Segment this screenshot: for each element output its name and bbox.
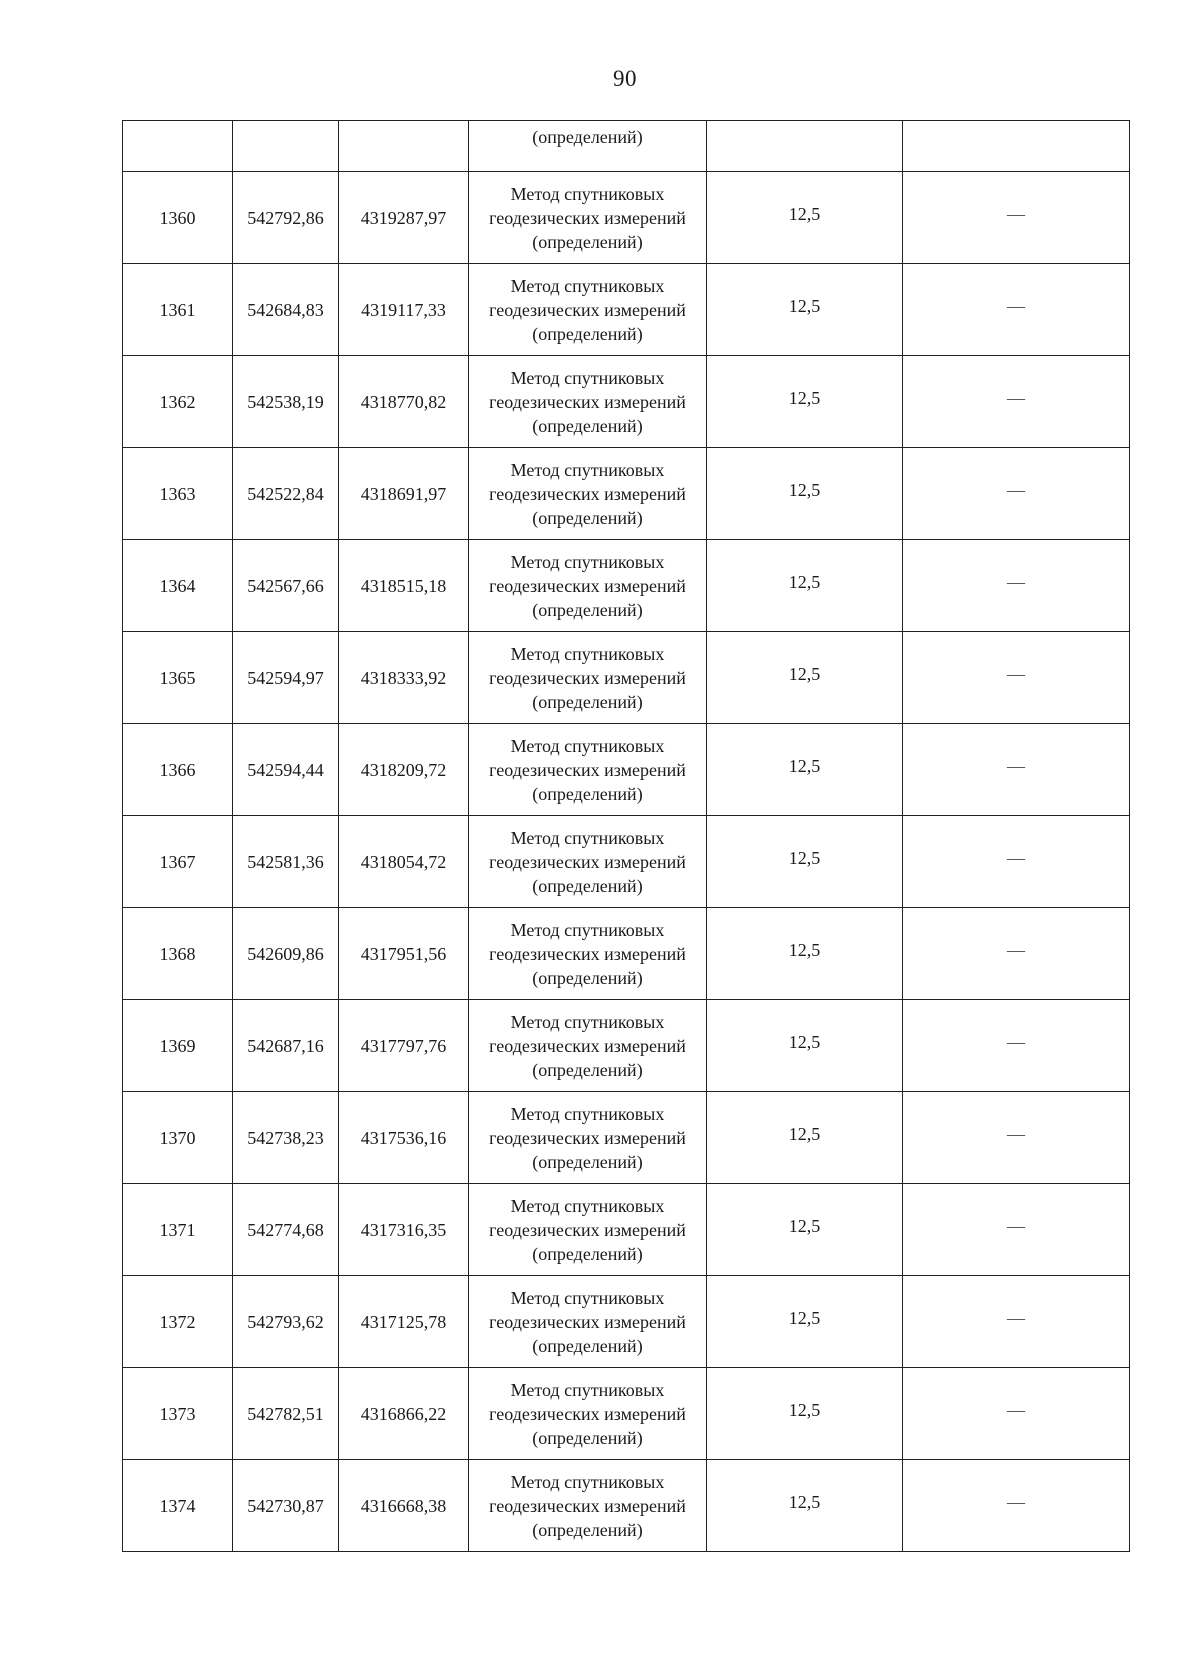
table-row <box>123 356 1130 448</box>
note-dash: — <box>1007 755 1025 776</box>
method-cell: (определений) <box>469 121 707 172</box>
point-number: 1364 <box>123 540 233 632</box>
accuracy-cell <box>707 908 903 1000</box>
point-number: 1363 <box>123 448 233 540</box>
accuracy-value: 12,5 <box>788 479 821 500</box>
note-dash: — <box>1007 203 1025 224</box>
method-line-2: геодезических измерений <box>489 667 686 688</box>
note-cell <box>903 908 1130 1000</box>
note-cell <box>903 1368 1130 1460</box>
note-cell <box>903 1000 1130 1092</box>
y-coordinate: 4318691,97 <box>339 448 469 540</box>
y-coordinate: 4317797,76 <box>339 1000 469 1092</box>
method-cell <box>469 816 707 908</box>
method-line-1: Метод спутниковых <box>510 735 665 756</box>
point-number: 1360 <box>123 172 233 264</box>
method-line-3: (определений) <box>532 323 643 344</box>
x-coordinate: 542594,97 <box>233 632 339 724</box>
method-line-1: Метод спутниковых <box>510 1379 665 1400</box>
table-row <box>123 1460 1130 1552</box>
accuracy-cell <box>707 1460 903 1552</box>
method-cell <box>469 448 707 540</box>
table-row <box>123 1368 1130 1460</box>
note-dash: — <box>1007 571 1025 592</box>
table-row <box>123 816 1130 908</box>
x-coordinate: 542522,84 <box>233 448 339 540</box>
note-cell <box>903 1276 1130 1368</box>
method-cell <box>469 632 707 724</box>
y-coordinate: 4317951,56 <box>339 908 469 1000</box>
method-cell <box>469 724 707 816</box>
note-dash: — <box>1007 663 1025 684</box>
table-body <box>123 121 1130 1552</box>
accuracy-value: 12,5 <box>788 387 821 408</box>
accuracy-cell <box>707 1184 903 1276</box>
accuracy-value: 12,5 <box>788 1399 821 1420</box>
y-cell <box>339 121 469 172</box>
method-line-2: геодезических измерений <box>489 207 686 228</box>
method-cell <box>469 356 707 448</box>
table-row <box>123 1000 1130 1092</box>
note-dash: — <box>1007 387 1025 408</box>
note-cell <box>903 172 1130 264</box>
note-cell <box>903 1184 1130 1276</box>
y-coordinate: 4319117,33 <box>339 264 469 356</box>
table-row <box>123 724 1130 816</box>
note-dash: — <box>1007 939 1025 960</box>
table-row <box>123 448 1130 540</box>
table-row <box>123 540 1130 632</box>
note-cell <box>903 1092 1130 1184</box>
accuracy-value: 12,5 <box>788 939 821 960</box>
method-line-3: (определений) <box>532 415 643 436</box>
method-line-1: Метод спутниковых <box>510 459 665 480</box>
note-cell <box>903 816 1130 908</box>
point-number: 1366 <box>123 724 233 816</box>
method-line-1: Метод спутниковых <box>510 1103 665 1124</box>
point-number: 1374 <box>123 1460 233 1552</box>
x-coordinate: 542687,16 <box>233 1000 339 1092</box>
method-line-2: геодезических измерений <box>489 1403 686 1424</box>
point-number: 1369 <box>123 1000 233 1092</box>
note-dash: — <box>1007 1399 1025 1420</box>
table-row <box>123 1092 1130 1184</box>
table-row <box>123 908 1130 1000</box>
method-line-3: (определений) <box>532 1059 643 1080</box>
method-line-1: Метод спутниковых <box>510 183 665 204</box>
y-coordinate: 4318054,72 <box>339 816 469 908</box>
accuracy-value: 12,5 <box>788 295 821 316</box>
accuracy-cell <box>707 264 903 356</box>
note-cell <box>903 121 1130 172</box>
accuracy-cell <box>707 1092 903 1184</box>
method-cell <box>469 908 707 1000</box>
method-line-3: (определений) <box>532 967 643 988</box>
accuracy-value: 12,5 <box>788 1123 821 1144</box>
method-cell <box>469 1092 707 1184</box>
accuracy-cell <box>707 1276 903 1368</box>
method-line-1: Метод спутниковых <box>510 367 665 388</box>
y-coordinate: 4318770,82 <box>339 356 469 448</box>
note-cell <box>903 448 1130 540</box>
method-cell <box>469 1184 707 1276</box>
y-coordinate: 4316668,38 <box>339 1460 469 1552</box>
note-dash: — <box>1007 479 1025 500</box>
coordinates-table <box>122 120 1130 1552</box>
method-line-2: геодезических измерений <box>489 1495 686 1516</box>
method-line-3: (определений) <box>532 783 643 804</box>
method-line-1: Метод спутниковых <box>510 551 665 572</box>
point-cell <box>123 121 233 172</box>
continuation-row <box>123 121 1130 172</box>
x-coordinate: 542581,36 <box>233 816 339 908</box>
x-coordinate: 542792,86 <box>233 172 339 264</box>
note-cell <box>903 264 1130 356</box>
method-line-1: Метод спутниковых <box>510 1471 665 1492</box>
method-line-2: геодезических измерений <box>489 1219 686 1240</box>
method-line-1: Метод спутниковых <box>510 919 665 940</box>
method-line-3: (определений) <box>532 1335 643 1356</box>
accuracy-cell <box>707 540 903 632</box>
note-dash: — <box>1007 1215 1025 1236</box>
table-row <box>123 632 1130 724</box>
accuracy-cell <box>707 632 903 724</box>
method-cell <box>469 264 707 356</box>
note-dash: — <box>1007 1307 1025 1328</box>
method-cell <box>469 172 707 264</box>
x-coordinate: 542782,51 <box>233 1368 339 1460</box>
table-row <box>123 264 1130 356</box>
accuracy-cell <box>707 121 903 172</box>
method-line-2: геодезических измерений <box>489 299 686 320</box>
method-cell <box>469 1460 707 1552</box>
method-line-3: (определений) <box>532 691 643 712</box>
point-number: 1371 <box>123 1184 233 1276</box>
method-line-1: Метод спутниковых <box>510 1011 665 1032</box>
method-line-1: Метод спутниковых <box>510 643 665 664</box>
method-line-1: Метод спутниковых <box>510 827 665 848</box>
point-number: 1365 <box>123 632 233 724</box>
page-number: 90 <box>613 66 637 91</box>
point-number: 1368 <box>123 908 233 1000</box>
method-line-2: геодезических измерений <box>489 851 686 872</box>
note-dash: — <box>1007 295 1025 316</box>
y-coordinate: 4318209,72 <box>339 724 469 816</box>
x-coordinate: 542738,23 <box>233 1092 339 1184</box>
x-coordinate: 542774,68 <box>233 1184 339 1276</box>
accuracy-cell <box>707 724 903 816</box>
note-cell <box>903 1460 1130 1552</box>
accuracy-value: 12,5 <box>788 663 821 684</box>
method-line-1: Метод спутниковых <box>510 275 665 296</box>
x-coordinate: 542538,19 <box>233 356 339 448</box>
accuracy-cell <box>707 172 903 264</box>
method-line-2: геодезических измерений <box>489 391 686 412</box>
table-row <box>123 1276 1130 1368</box>
y-coordinate: 4316866,22 <box>339 1368 469 1460</box>
method-line-3: (определений) <box>532 1151 643 1172</box>
method-line-3: (определений) <box>532 875 643 896</box>
point-number: 1373 <box>123 1368 233 1460</box>
accuracy-value: 12,5 <box>788 1215 821 1236</box>
accuracy-cell <box>707 356 903 448</box>
note-cell <box>903 356 1130 448</box>
method-line-1: Метод спутниковых <box>510 1195 665 1216</box>
method-line-3: (определений) <box>532 231 643 252</box>
note-cell <box>903 632 1130 724</box>
x-coordinate: 542793,62 <box>233 1276 339 1368</box>
method-line-1: Метод спутниковых <box>510 1287 665 1308</box>
y-coordinate: 4319287,97 <box>339 172 469 264</box>
note-dash: — <box>1007 1123 1025 1144</box>
x-coordinate: 542567,66 <box>233 540 339 632</box>
x-coordinate: 542594,44 <box>233 724 339 816</box>
accuracy-cell <box>707 448 903 540</box>
note-cell <box>903 724 1130 816</box>
x-cell <box>233 121 339 172</box>
note-dash: — <box>1007 1031 1025 1052</box>
x-coordinate: 542609,86 <box>233 908 339 1000</box>
y-coordinate: 4317316,35 <box>339 1184 469 1276</box>
y-coordinate: 4318333,92 <box>339 632 469 724</box>
note-dash: — <box>1007 847 1025 868</box>
point-number: 1362 <box>123 356 233 448</box>
method-line-2: геодезических измерений <box>489 1311 686 1332</box>
point-number: 1361 <box>123 264 233 356</box>
accuracy-value: 12,5 <box>788 755 821 776</box>
accuracy-cell <box>707 1368 903 1460</box>
method-line-3: (определений) <box>532 1519 643 1540</box>
table-row <box>123 172 1130 264</box>
method-line-3: (определений) <box>532 599 643 620</box>
accuracy-value: 12,5 <box>788 203 821 224</box>
method-line-3: (определений) <box>532 507 643 528</box>
method-line-2: геодезических измерений <box>489 575 686 596</box>
point-number: 1372 <box>123 1276 233 1368</box>
accuracy-value: 12,5 <box>788 1491 821 1512</box>
y-coordinate: 4317125,78 <box>339 1276 469 1368</box>
note-dash: — <box>1007 1491 1025 1512</box>
accuracy-value: 12,5 <box>788 1031 821 1052</box>
method-cell <box>469 1368 707 1460</box>
method-cell <box>469 1276 707 1368</box>
y-coordinate: 4317536,16 <box>339 1092 469 1184</box>
x-coordinate: 542730,87 <box>233 1460 339 1552</box>
accuracy-value: 12,5 <box>788 1307 821 1328</box>
accuracy-cell <box>707 1000 903 1092</box>
method-cell <box>469 540 707 632</box>
method-line-2: геодезических измерений <box>489 1035 686 1056</box>
method-cell <box>469 1000 707 1092</box>
point-number: 1370 <box>123 1092 233 1184</box>
method-line-2: геодезических измерений <box>489 943 686 964</box>
method-line-2: геодезических измерений <box>489 1127 686 1148</box>
method-line-3: (определений) <box>532 1427 643 1448</box>
accuracy-value: 12,5 <box>788 847 821 868</box>
x-coordinate: 542684,83 <box>233 264 339 356</box>
method-line-3: (определений) <box>532 1243 643 1264</box>
table-row <box>123 1184 1130 1276</box>
method-line-2: геодезических измерений <box>489 483 686 504</box>
accuracy-cell <box>707 816 903 908</box>
point-number: 1367 <box>123 816 233 908</box>
method-line-2: геодезических измерений <box>489 759 686 780</box>
y-coordinate: 4318515,18 <box>339 540 469 632</box>
note-cell <box>903 540 1130 632</box>
accuracy-value: 12,5 <box>788 571 821 592</box>
